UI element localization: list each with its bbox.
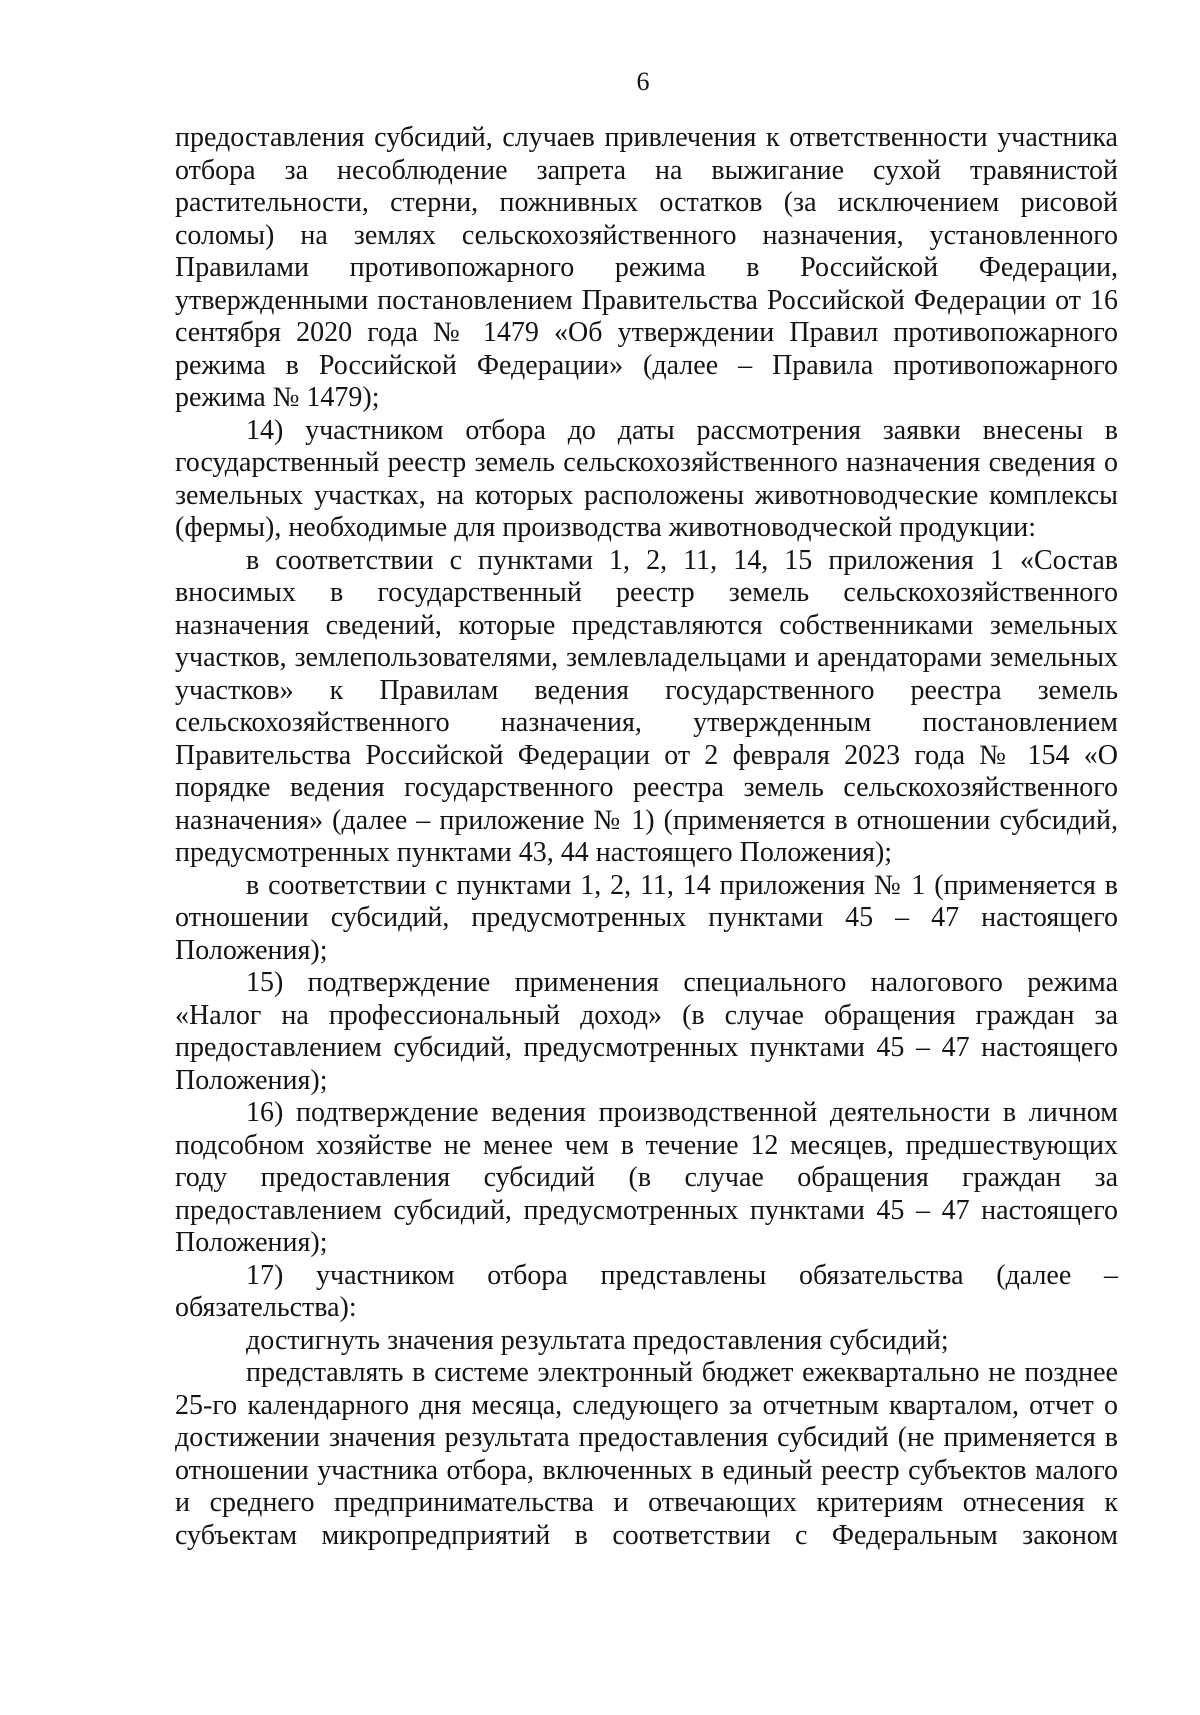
page-number: 6: [636, 67, 650, 96]
document-body: [175, 122, 1118, 1552]
paragraph-item-15: 15) подтверждение применения специального налогового режима «Налог на профессиональный доход» (в случае обращения граждан за предоставлением субсидий, предусмотренных пунктами 45 – 47 настоящего Положения);: [175, 967, 1118, 1096]
paragraph-item-14-sub-1: в соответствии с пунктами 1, 2, 11, 14, 15 приложения 1 «Состав вносимых в государственный реестр земель сельскохозяйственного назначения сведений, которые представляются собственниками земельных участков, землепользователями, землевладельцами и арендаторами земельных участков» к Правилам ведения государственного реестра земель сельскохозяйственного назначения, утвержденным постановлением Правительства Российской Федерации от 2 февраля 2023 года № 154 «О порядке ведения государственного реестра земель сельскохозяйственного назначения» (далее – приложение № 1) (применяется в отношении субсидий, предусмотренных пунктами 43, 44 настоящего Положения);: [175, 544, 1118, 868]
paragraph-item-17: 17) участником отбора представлены обязательства (далее – обязательства):: [175, 1259, 1118, 1323]
paragraph-item-16: 16) подтверждение ведения производственной деятельности в личном подсобном хозяйстве не менее чем в течение 12 месяцев, предшествующих году предоставления субсидий (в случае обращения граждан за предоставлением субсидий, предусмотренных пунктами 45 – 47 настоящего Положения);: [175, 1097, 1118, 1258]
paragraph-item-17-sub-2: представлять в системе электронный бюджет ежеквартально не позднее 25-го календарного дня месяца, следующего за отчетным кварталом, отчет о достижении значения результата предоставления субсидий (не применяется в отношении участника отбора, включенных в единый реестр субъектов малого и среднего предпринимательства и отвечающих критериям отнесения к субъектам микропредприятий в соответствии с Федеральным законом: [175, 1357, 1118, 1551]
paragraph-continued: предоставления субсидий, случаев привлечения к ответственности участника отбора за несоблюдение запрета на выжигание сухой травянистой растительности, стерни, пожнивных остатков (за исключением рисовой соломы) на землях сельскохозяйственного назначения, установленного Правилами противопожарного режима в Российской Федерации, утвержденными постановлением Правительства Российской Федерации от 16 сентября 2020 года № 1479 «Об утверждении Правил противопожарного режима в Российской Федерации» (далее – Правила противопожарного режима № 1479);: [175, 122, 1118, 413]
paragraph-item-14: 14) участником отбора до даты рассмотрения заявки внесены в государственный реестр земель сельскохозяйственного назначения сведения о земельных участках, на которых расположены животноводческие комплексы (фермы), необходимые для производства животноводческой продукции:: [175, 414, 1118, 543]
paragraph-item-17-sub-1: достигнуть значения результата предоставления субсидий;: [246, 1324, 949, 1356]
paragraph-item-14-sub-2: в соответствии с пунктами 1, 2, 11, 14 приложения № 1 (применяется в отношении субсидий, предусмотренных пунктами 45 – 47 настоящего Положения);: [175, 869, 1118, 966]
